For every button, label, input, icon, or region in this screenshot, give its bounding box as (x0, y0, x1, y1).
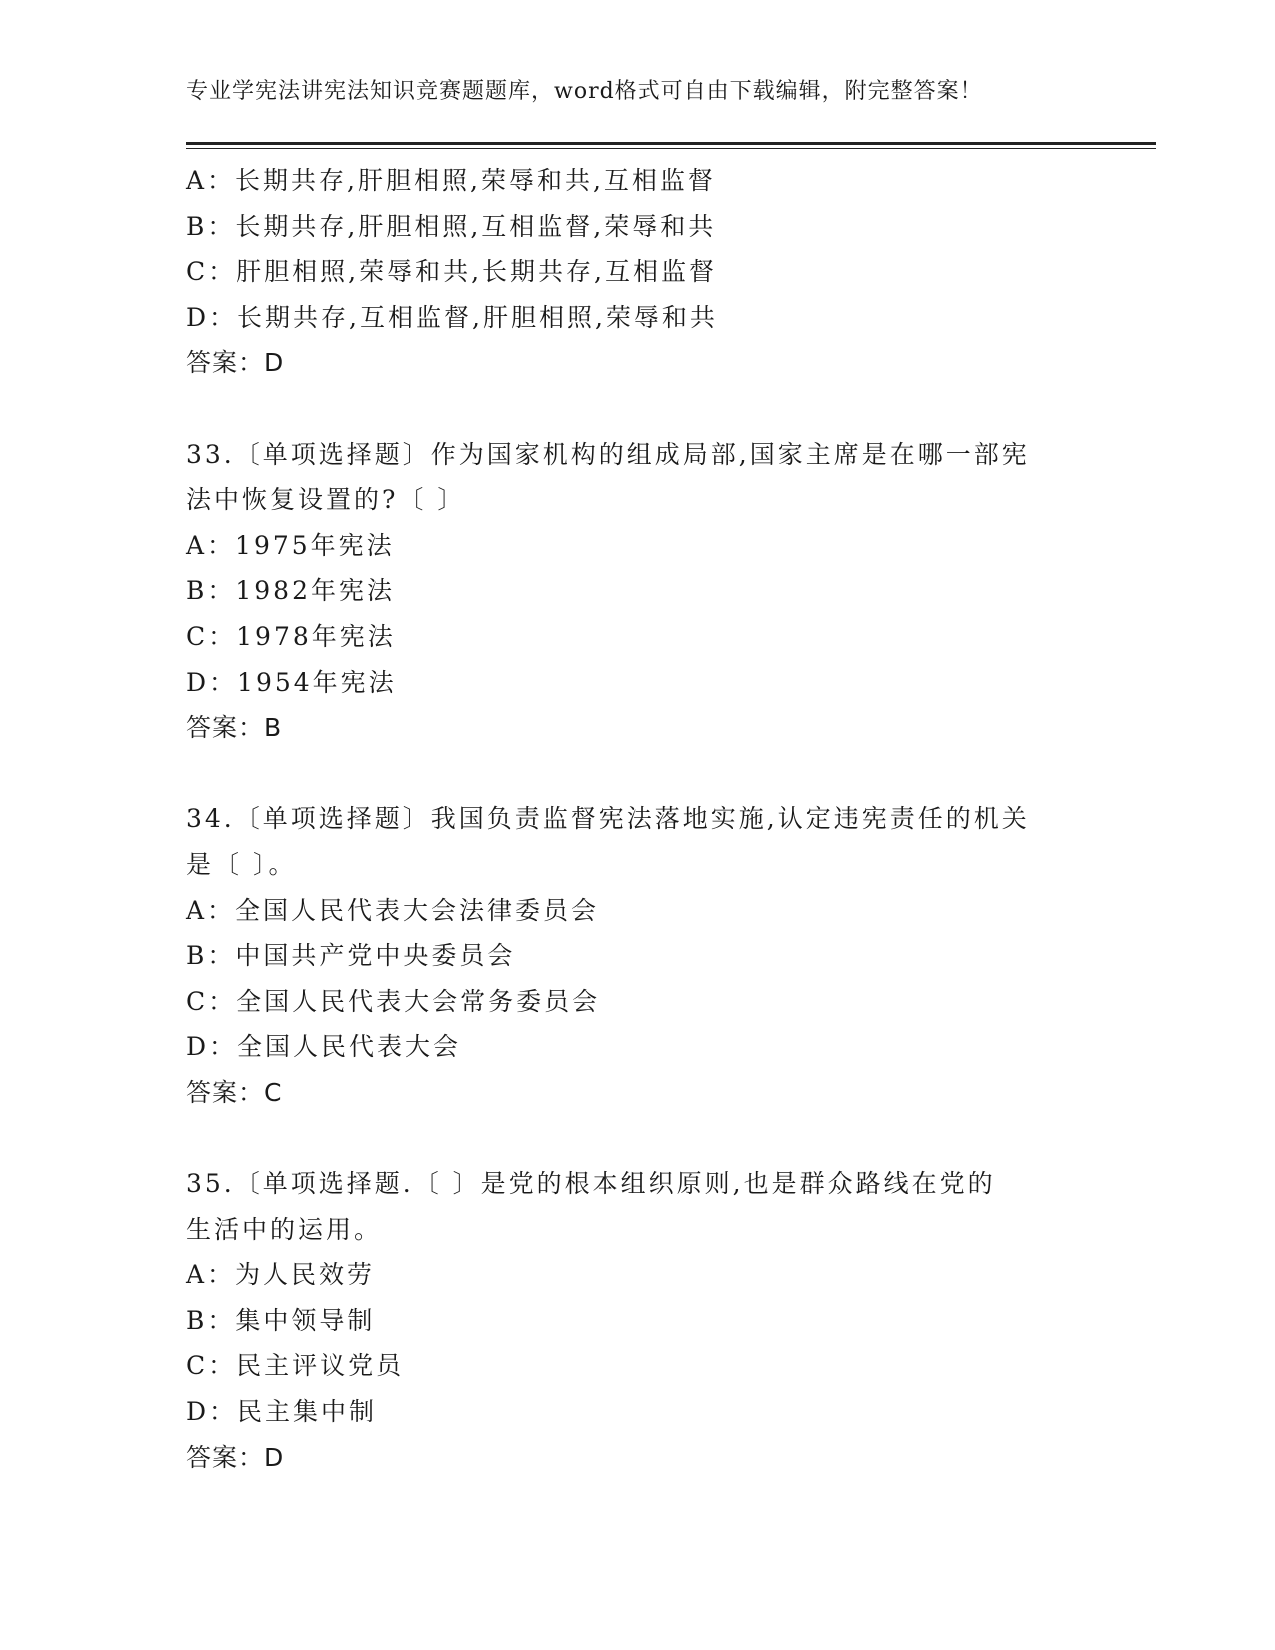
spacer (186, 386, 1086, 432)
option-b: B：长期共存,肝胆相照,互相监督,荣辱和共 (186, 211, 717, 241)
option-b: B：中国共产党中央委员会 (186, 941, 516, 971)
question-text: 法中恢复设置的?〔 〕 (186, 485, 466, 515)
answer-label: 答案：B (186, 713, 283, 743)
option-d: D：全国人民代表大会 (186, 1032, 462, 1062)
option-a: A：长期共存,肝胆相照,荣辱和共,互相监督 (186, 166, 716, 195)
answer-label: 答案：C (186, 1077, 283, 1107)
spacer (186, 751, 1086, 797)
option-c: C：肝胆相照,荣辱和共,长期共存,互相监督 (186, 257, 717, 287)
option-c: C：全国人民代表大会常务委员会 (186, 986, 601, 1016)
option-c: C：民主评议党员 (186, 1351, 405, 1381)
question-block (186, 158, 1086, 386)
option-d: D：1954年宪法 (186, 667, 397, 697)
option-b: B：集中领导制 (186, 1305, 376, 1335)
option-a: A：全国人民代表大会法律委员会 (186, 895, 600, 925)
option-b: B：1982年宪法 (186, 576, 395, 606)
answer-label: 答案：D (186, 348, 285, 378)
page-header: 专业学宪法讲宪法知识竞赛题题库，word格式可自由下载编辑，附完整答案！ (186, 79, 983, 104)
option-d: D：长期共存,互相监督,肝胆相照,荣辱和共 (186, 302, 718, 332)
question-text: 35.〔单项选择题.〔 〕是党的根本组织原则,也是群众路线在党的 (186, 1169, 996, 1199)
question-content (186, 158, 1086, 1480)
header-divider (186, 142, 1156, 145)
question-block (186, 1161, 1086, 1480)
question-text: 33.〔单项选择题〕作为国家机构的组成局部,国家主席是在哪一部宪 (186, 439, 1030, 469)
option-d: D：民主集中制 (186, 1397, 378, 1427)
question-text: 生活中的运用。 (186, 1214, 383, 1244)
question-block (186, 796, 1086, 1115)
answer-label: 答案：D (186, 1442, 285, 1472)
option-a: A：1975年宪法 (186, 530, 395, 560)
question-text: 34.〔单项选择题〕我国负责监督宪法落地实施,认定违宪责任的机关 (186, 804, 1030, 834)
question-text: 是〔 〕。 (186, 849, 297, 879)
spacer (186, 1115, 1086, 1161)
option-a: A：为人民效劳 (186, 1260, 376, 1290)
option-c: C：1978年宪法 (186, 621, 396, 651)
question-block (186, 432, 1086, 751)
